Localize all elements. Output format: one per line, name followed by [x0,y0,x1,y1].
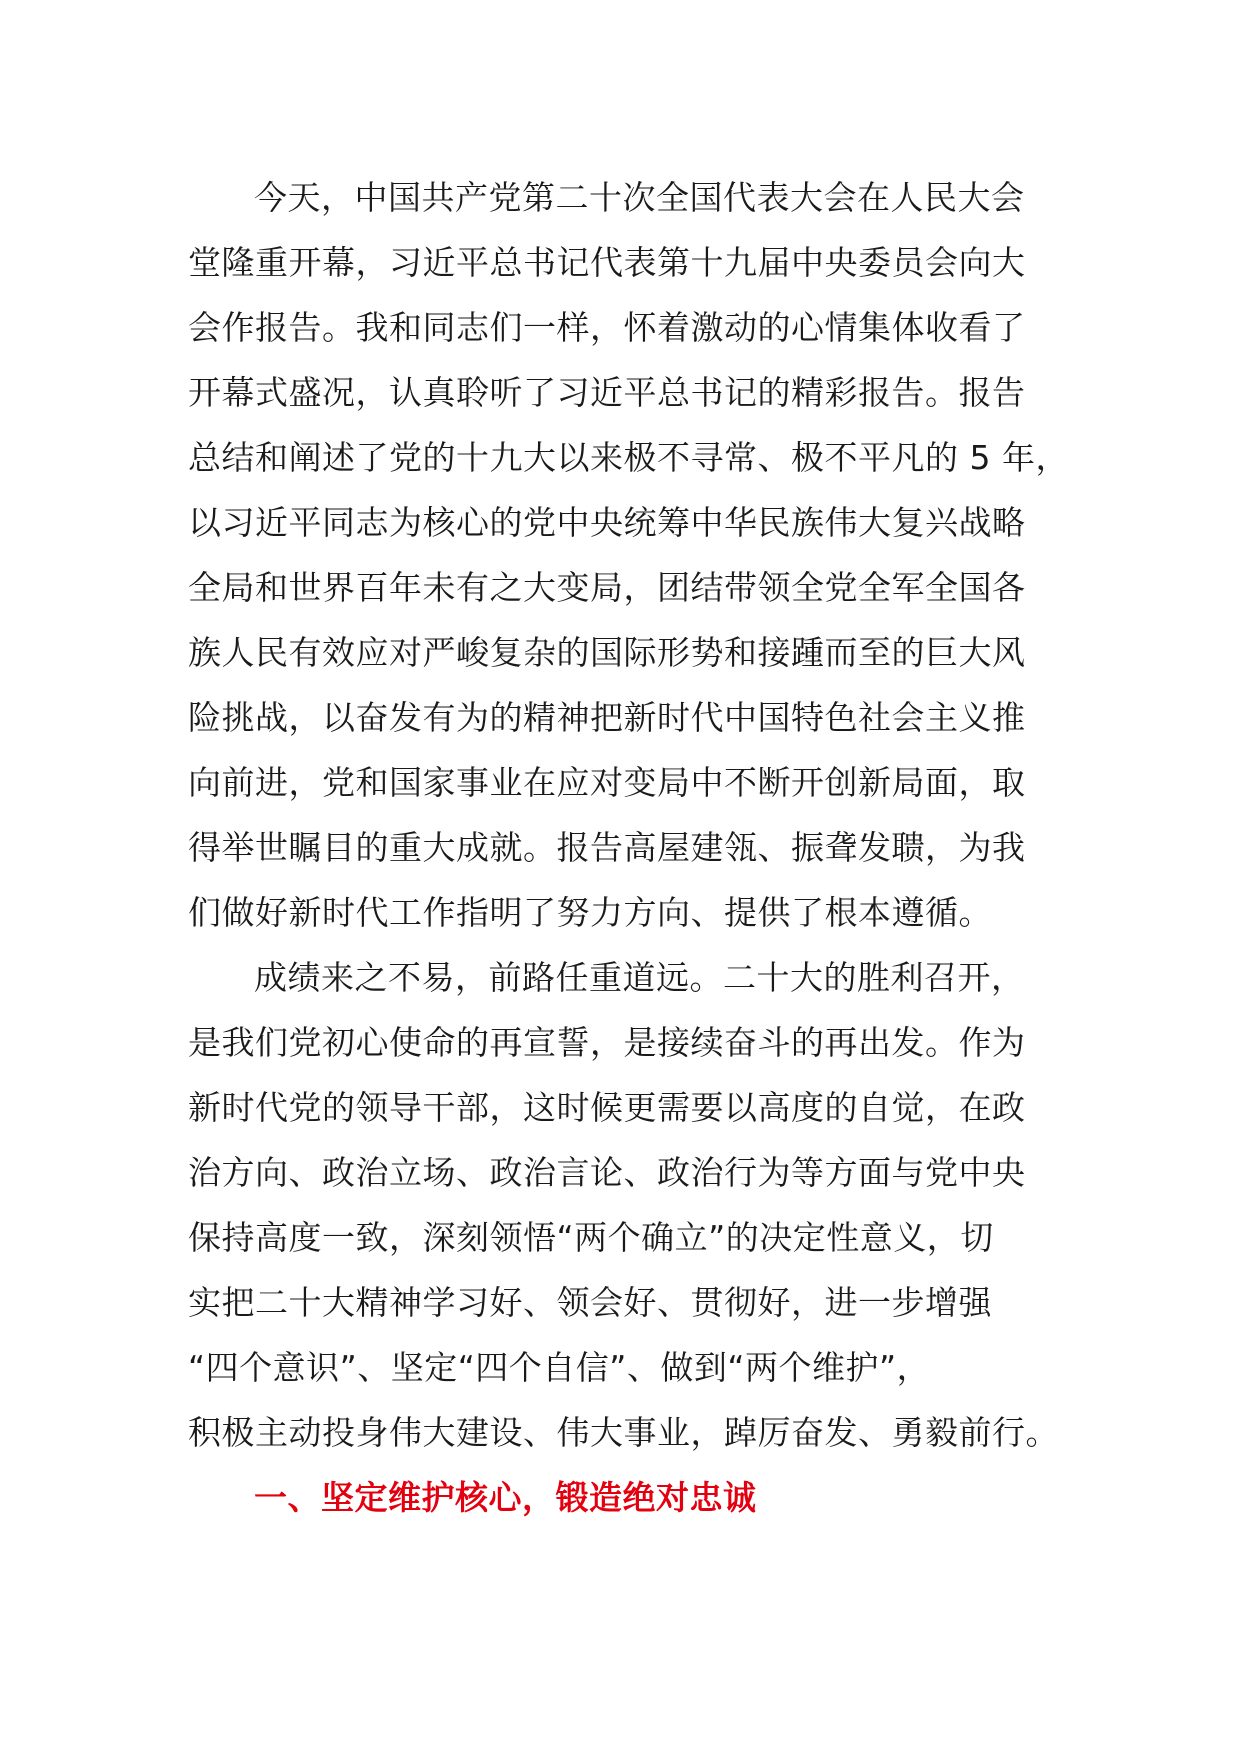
paragraph-line: 得举世瞩目的重大成就。报告高屋建瓴、振聋发聩，为我 [188,828,1026,867]
paragraph-line: 是我们党初心使命的再宣誓，是接续奋斗的再出发。作为 [188,1023,1026,1062]
paragraph-line: 全局和世界百年未有之大变局，团结带领全党全军全国各 [188,568,1026,607]
paragraph-line: 治方向、政治立场、政治言论、政治行为等方面与党中央 [188,1153,1026,1192]
paragraph-line: 总结和阐述了党的十九大以来极不寻常、极不平凡的 5 年， [188,438,1069,477]
document-body [188,165,1068,1530]
paragraph-line: 新时代党的领导干部，这时候更需要以高度的自觉，在政 [188,1088,1026,1127]
paragraph-2 [188,945,1068,1465]
paragraph-line: 险挑战，以奋发有为的精神把新时代中国特色社会主义推 [188,698,1026,737]
paragraph-line: “四个意识”、坚定“四个自信”、做到“两个维护”， [188,1348,931,1387]
paragraph-line: 积极主动投身伟大建设、伟大事业，踔厉奋发、勇毅前行。 [188,1413,1059,1452]
paragraph-1 [188,165,1068,945]
paragraph-line: 以习近平同志为核心的党中央统筹中华民族伟大复兴战略 [188,503,1026,542]
paragraph-line: 保持高度一致，深刻领悟“两个确立”的决定性意义，切 [188,1218,994,1257]
paragraph-line: 成绩来之不易，前路任重道远。二十大的胜利召开， [254,958,1025,997]
paragraph-line: 实把二十大精神学习好、领会好、贯彻好，进一步增强 [188,1283,992,1322]
paragraph-line: 堂隆重开幕，习近平总书记代表第十九届中央委员会向大 [188,243,1026,282]
paragraph-line: 开幕式盛况，认真聆听了习近平总书记的精彩报告。报告 [188,373,1026,412]
section-heading: 一、坚定维护核心，锻造绝对忠诚 [254,1478,757,1517]
paragraph-line: 会作报告。我和同志们一样，怀着激动的心情集体收看了 [188,308,1026,347]
paragraph-line: 今天，中国共产党第二十次全国代表大会在人民大会 [254,178,1025,217]
paragraph-line: 们做好新时代工作指明了努力方向、提供了根本遵循。 [188,893,992,932]
paragraph-line: 向前进，党和国家事业在应对变局中不断开创新局面，取 [188,763,1026,802]
paragraph-line: 族人民有效应对严峻复杂的国际形势和接踵而至的巨大风 [188,633,1026,672]
